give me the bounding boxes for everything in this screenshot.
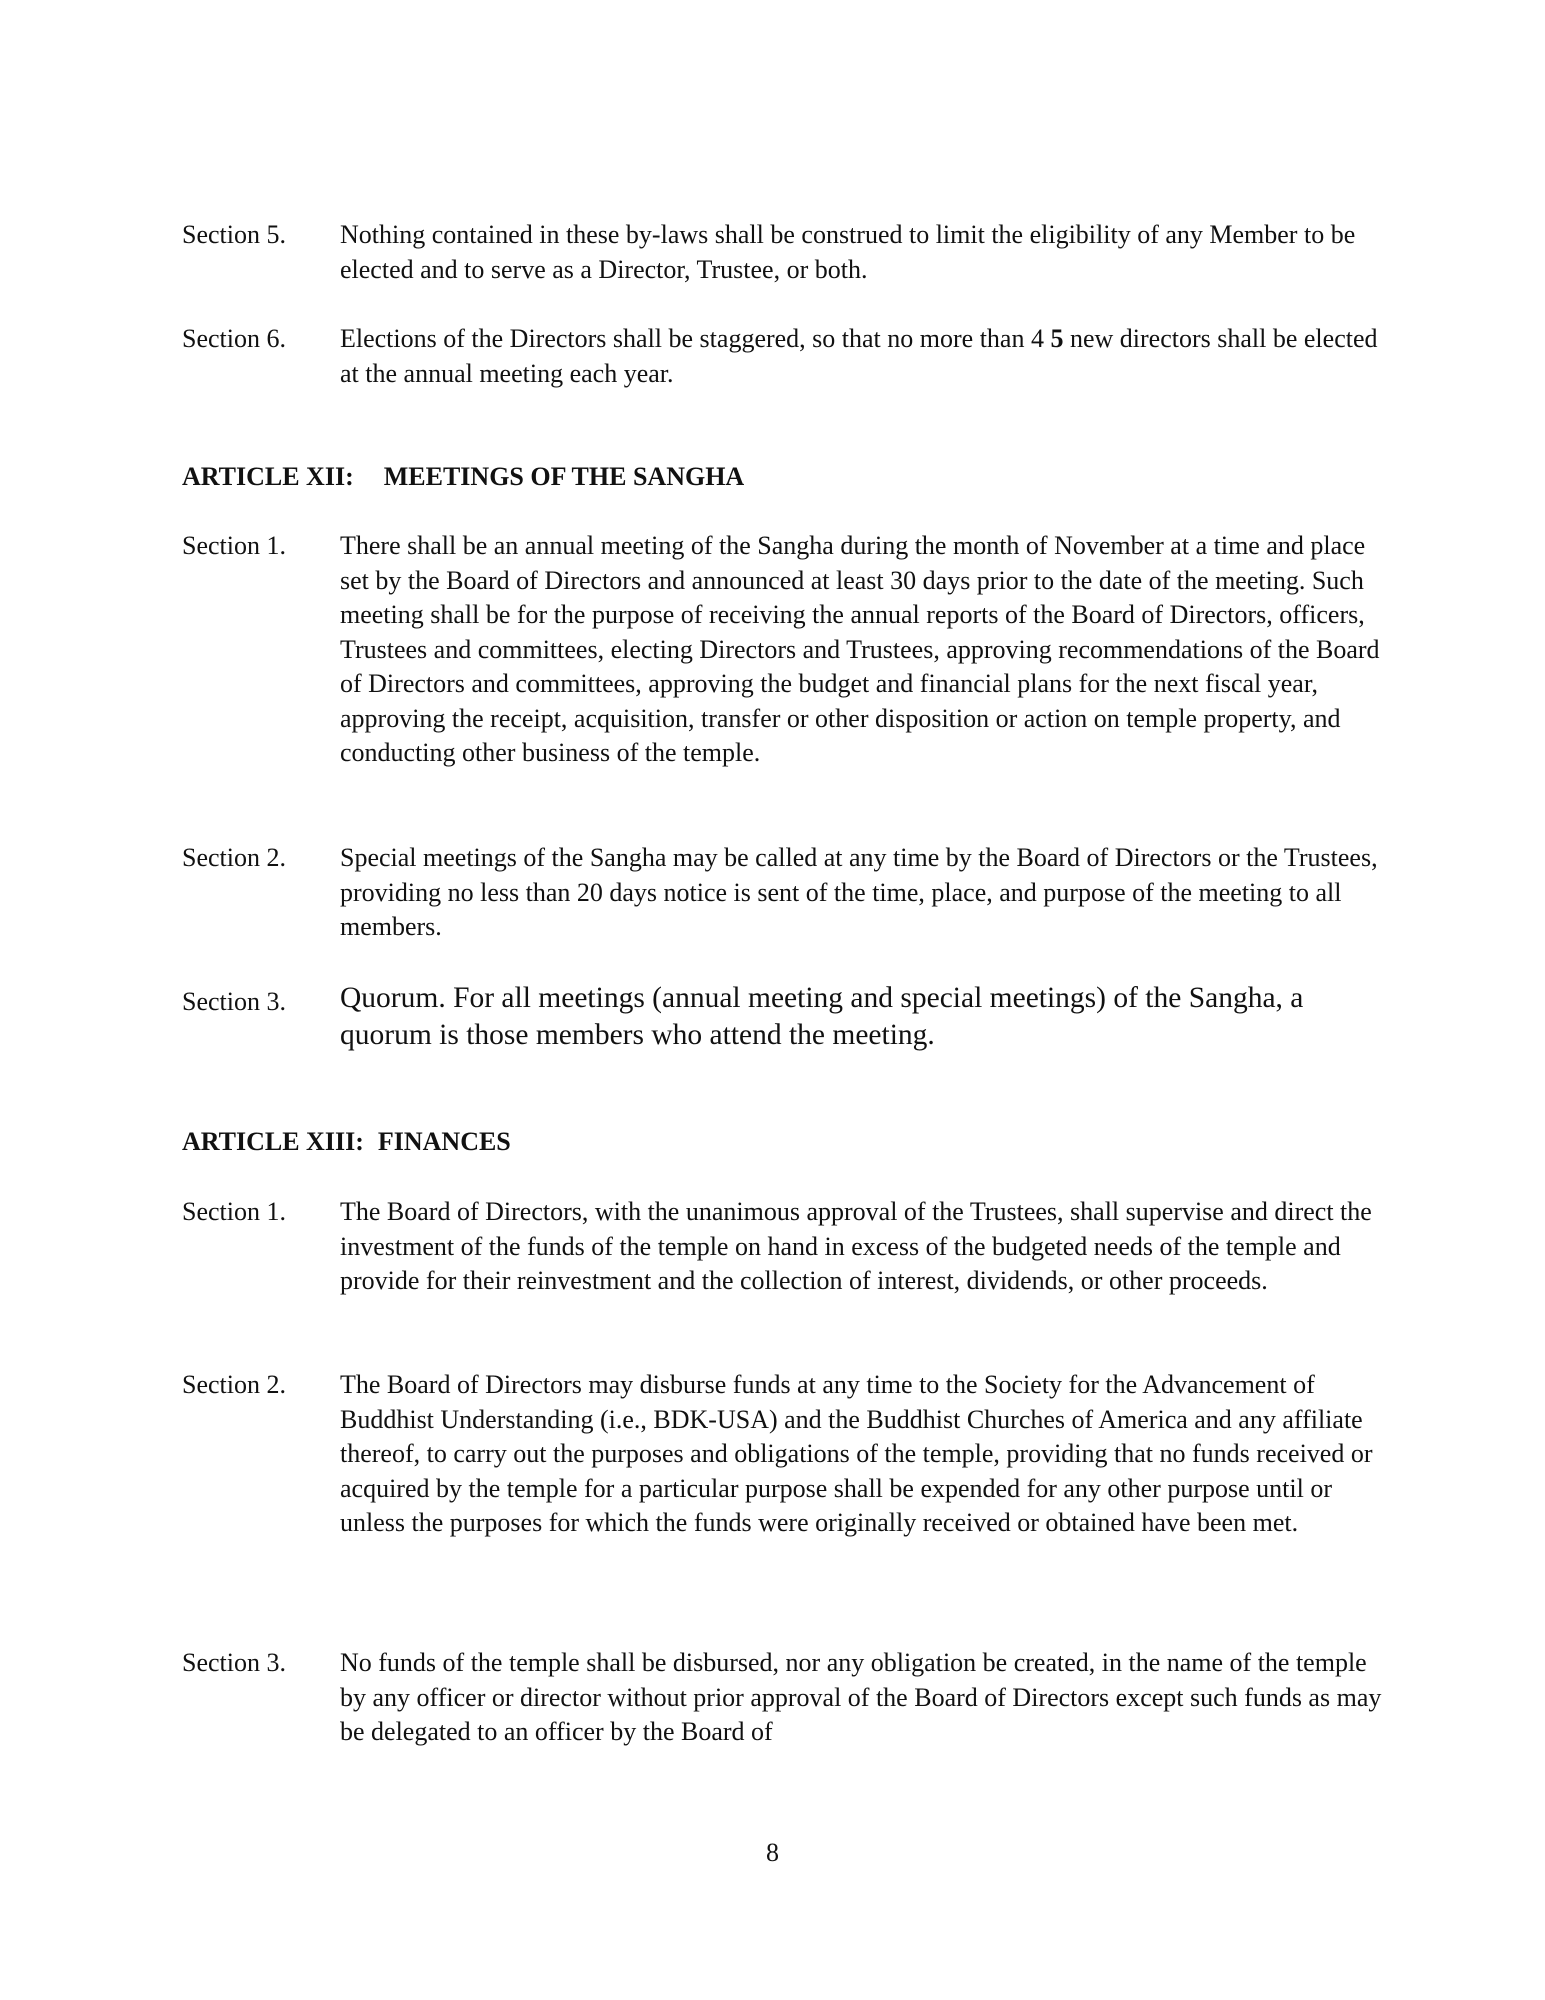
art13-section-3 [182, 1646, 1382, 1750]
section-label: Section 3. [182, 1648, 286, 1677]
section-text-before: Elections of the Directors shall be staggered, so that no more than 4 [340, 324, 1051, 353]
article-title: MEETINGS OF THE SANGHA [383, 462, 745, 491]
section-text: Quorum. For all meetings (annual meeting and special meetings) of the Sangha, a quorum is those members who attend the meeting. [340, 982, 1304, 1051]
article-number: ARTICLE XII: [182, 462, 354, 491]
art13-section-1 [182, 1195, 1382, 1299]
section-text-after: new directors shall be elected at the annual meeting each year. [340, 324, 1378, 388]
article-xii-heading [182, 460, 1382, 494]
article-number: ARTICLE XIII: [182, 1127, 364, 1156]
section-label: Section 1. [182, 531, 286, 560]
art12-section-3 [182, 980, 1382, 1054]
section-label: Section 5. [182, 220, 286, 249]
article-xiii-heading [182, 1125, 1382, 1159]
section-label: Section 6. [182, 324, 286, 353]
section-5 [182, 218, 1382, 287]
section-text: Special meetings of the Sangha may be called at any time by the Board of Directors or the Trustees, providing no less than 20 days notice is sent of the time, place, and purpose of the meeting to all members. [340, 843, 1378, 941]
section-label: Section 2. [182, 1370, 286, 1399]
page-number: 8 [766, 1838, 779, 1867]
article-title: FINANCES [377, 1127, 511, 1156]
section-text: The Board of Directors may disburse funds at any time to the Society for the Advancement of Buddhist Understanding (i.e., BDK-USA) and the Buddhist Churches of America and any affiliate thereof, to carry out the purposes and obligations of the temple, providing that no funds received or acquired by the temple for a particular purpose shall be expended for any other purpose until or unless the purposes for which the funds were originally received or obtained have been met. [340, 1370, 1373, 1537]
art12-section-1 [182, 529, 1382, 771]
art12-section-2 [182, 841, 1382, 945]
art13-section-2 [182, 1368, 1382, 1541]
section-label: Section 1. [182, 1197, 286, 1226]
section-text: The Board of Directors, with the unanimous approval of the Trustees, shall supervise and direct the investment of the funds of the temple on hand in excess of the budgeted needs of the temple and provide for their reinvestment and the collection of interest, dividends, or other proceeds. [340, 1197, 1372, 1295]
section-label: Section 3. [182, 987, 286, 1016]
section-6 [182, 322, 1382, 391]
section-label: Section 2. [182, 843, 286, 872]
section-text: There shall be an annual meeting of the Sangha during the month of November at a time and place set by the Board of Directors and announced at least 30 days prior to the date of the meeting. Such meeting shall be for the purpose of receiving the annual reports of the Board of Directors, officers, Trustees and committees, electing Directors and Trustees, approving recommendations of the Board of Directors and committees, approving the budget and financial plans for the next fiscal year, approving the receipt, acquisition, transfer or other disposition or action on temple property, and conducting other business of the temple. [340, 531, 1380, 767]
section-text: No funds of the temple shall be disbursed, nor any obligation be created, in the name of the temple by any officer or director without prior approval of the Board of Directors except such funds as may be delegated to an officer by the Board of [340, 1648, 1382, 1746]
section-text: Nothing contained in these by-laws shall be construed to limit the eligibility of any Member to be elected and to serve as a Director, Trustee, or both. [340, 220, 1356, 284]
amended-number: 5 [1050, 324, 1064, 353]
section-text [340, 322, 1382, 391]
